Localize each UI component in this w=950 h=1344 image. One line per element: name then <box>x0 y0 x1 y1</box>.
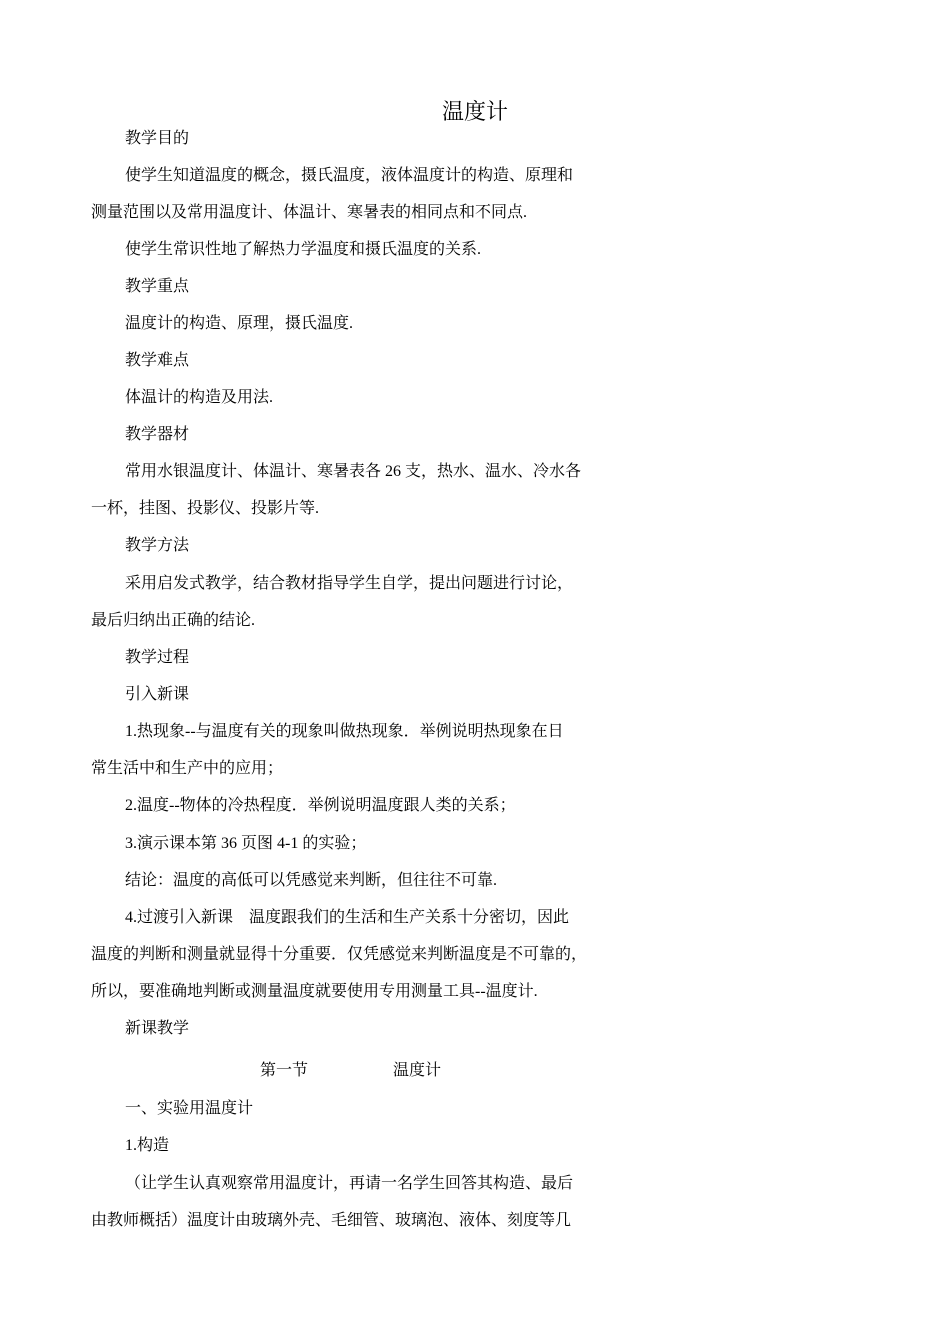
paragraph-line: 由教师概括）温度计由玻璃外壳、毛细管、玻璃泡、液体、刻度等几 <box>91 1212 572 1229</box>
paragraph-line: 1.热现象--与温度有关的现象叫做热现象．举例说明热现象在日 <box>125 723 564 740</box>
paragraph-line: 3.演示课本第 36 页图 4-1 的实验； <box>125 835 367 852</box>
paragraph-line: 使学生常识性地了解热力学温度和摄氏温度的关系. <box>125 241 482 258</box>
heading-equipment: 教学器材 <box>125 426 190 443</box>
subheading-structure: 1.构造 <box>125 1137 170 1154</box>
section-name: 温度计 <box>393 1062 442 1079</box>
heading-key-points: 教学重点 <box>125 278 190 295</box>
paragraph-line: 4.过渡引入新课 温度跟我们的生活和生产关系十分密切，因此 <box>125 909 570 926</box>
paragraph-line: 测量范围以及常用温度计、体温计、寒暑表的相同点和不同点. <box>91 204 528 221</box>
paragraph-line: 常用水银温度计、体温计、寒暑表各 26 支，热水、温水、冷水各 <box>125 463 582 480</box>
paragraph-line: 常生活中和生产中的应用； <box>91 760 284 777</box>
paragraph-line: 温度的判断和测量就显得十分重要．仅凭感觉来判断温度是不可靠的， <box>91 946 588 963</box>
heading-new-lesson: 新课教学 <box>125 1020 190 1037</box>
section-number: 第一节 <box>260 1062 309 1079</box>
heading-teaching-goals: 教学目的 <box>125 130 190 147</box>
paragraph-line: 最后归纳出正确的结论. <box>91 612 256 629</box>
paragraph-line: （让学生认真观察常用温度计，再请一名学生回答其构造、最后 <box>125 1175 574 1192</box>
paragraph-line: 采用启发式教学，结合教材指导学生自学，提出问题进行讨论， <box>125 575 574 592</box>
heading-introduction: 引入新课 <box>125 686 190 703</box>
paragraph-line: 2.温度--物体的冷热程度．举例说明温度跟人类的关系； <box>125 797 516 814</box>
paragraph-line: 一杯，挂图、投影仪、投影片等. <box>91 500 320 517</box>
heading-process: 教学过程 <box>125 649 190 666</box>
subheading-lab-thermometer: 一、实验用温度计 <box>125 1100 254 1117</box>
paragraph-line: 结论：温度的高低可以凭感觉来判断，但往往不可靠. <box>125 872 498 889</box>
paragraph-line: 使学生知道温度的概念，摄氏温度，液体温度计的构造、原理和 <box>125 167 574 184</box>
paragraph-line: 体温计的构造及用法. <box>125 389 274 406</box>
document-title: 温度计 <box>441 99 508 124</box>
heading-methods: 教学方法 <box>125 537 190 554</box>
heading-difficulties: 教学难点 <box>125 352 190 369</box>
paragraph-line: 所以，要准确地判断或测量温度就要使用专用测量工具--温度计. <box>91 983 538 1000</box>
paragraph-line: 温度计的构造、原理，摄氏温度. <box>125 315 354 332</box>
